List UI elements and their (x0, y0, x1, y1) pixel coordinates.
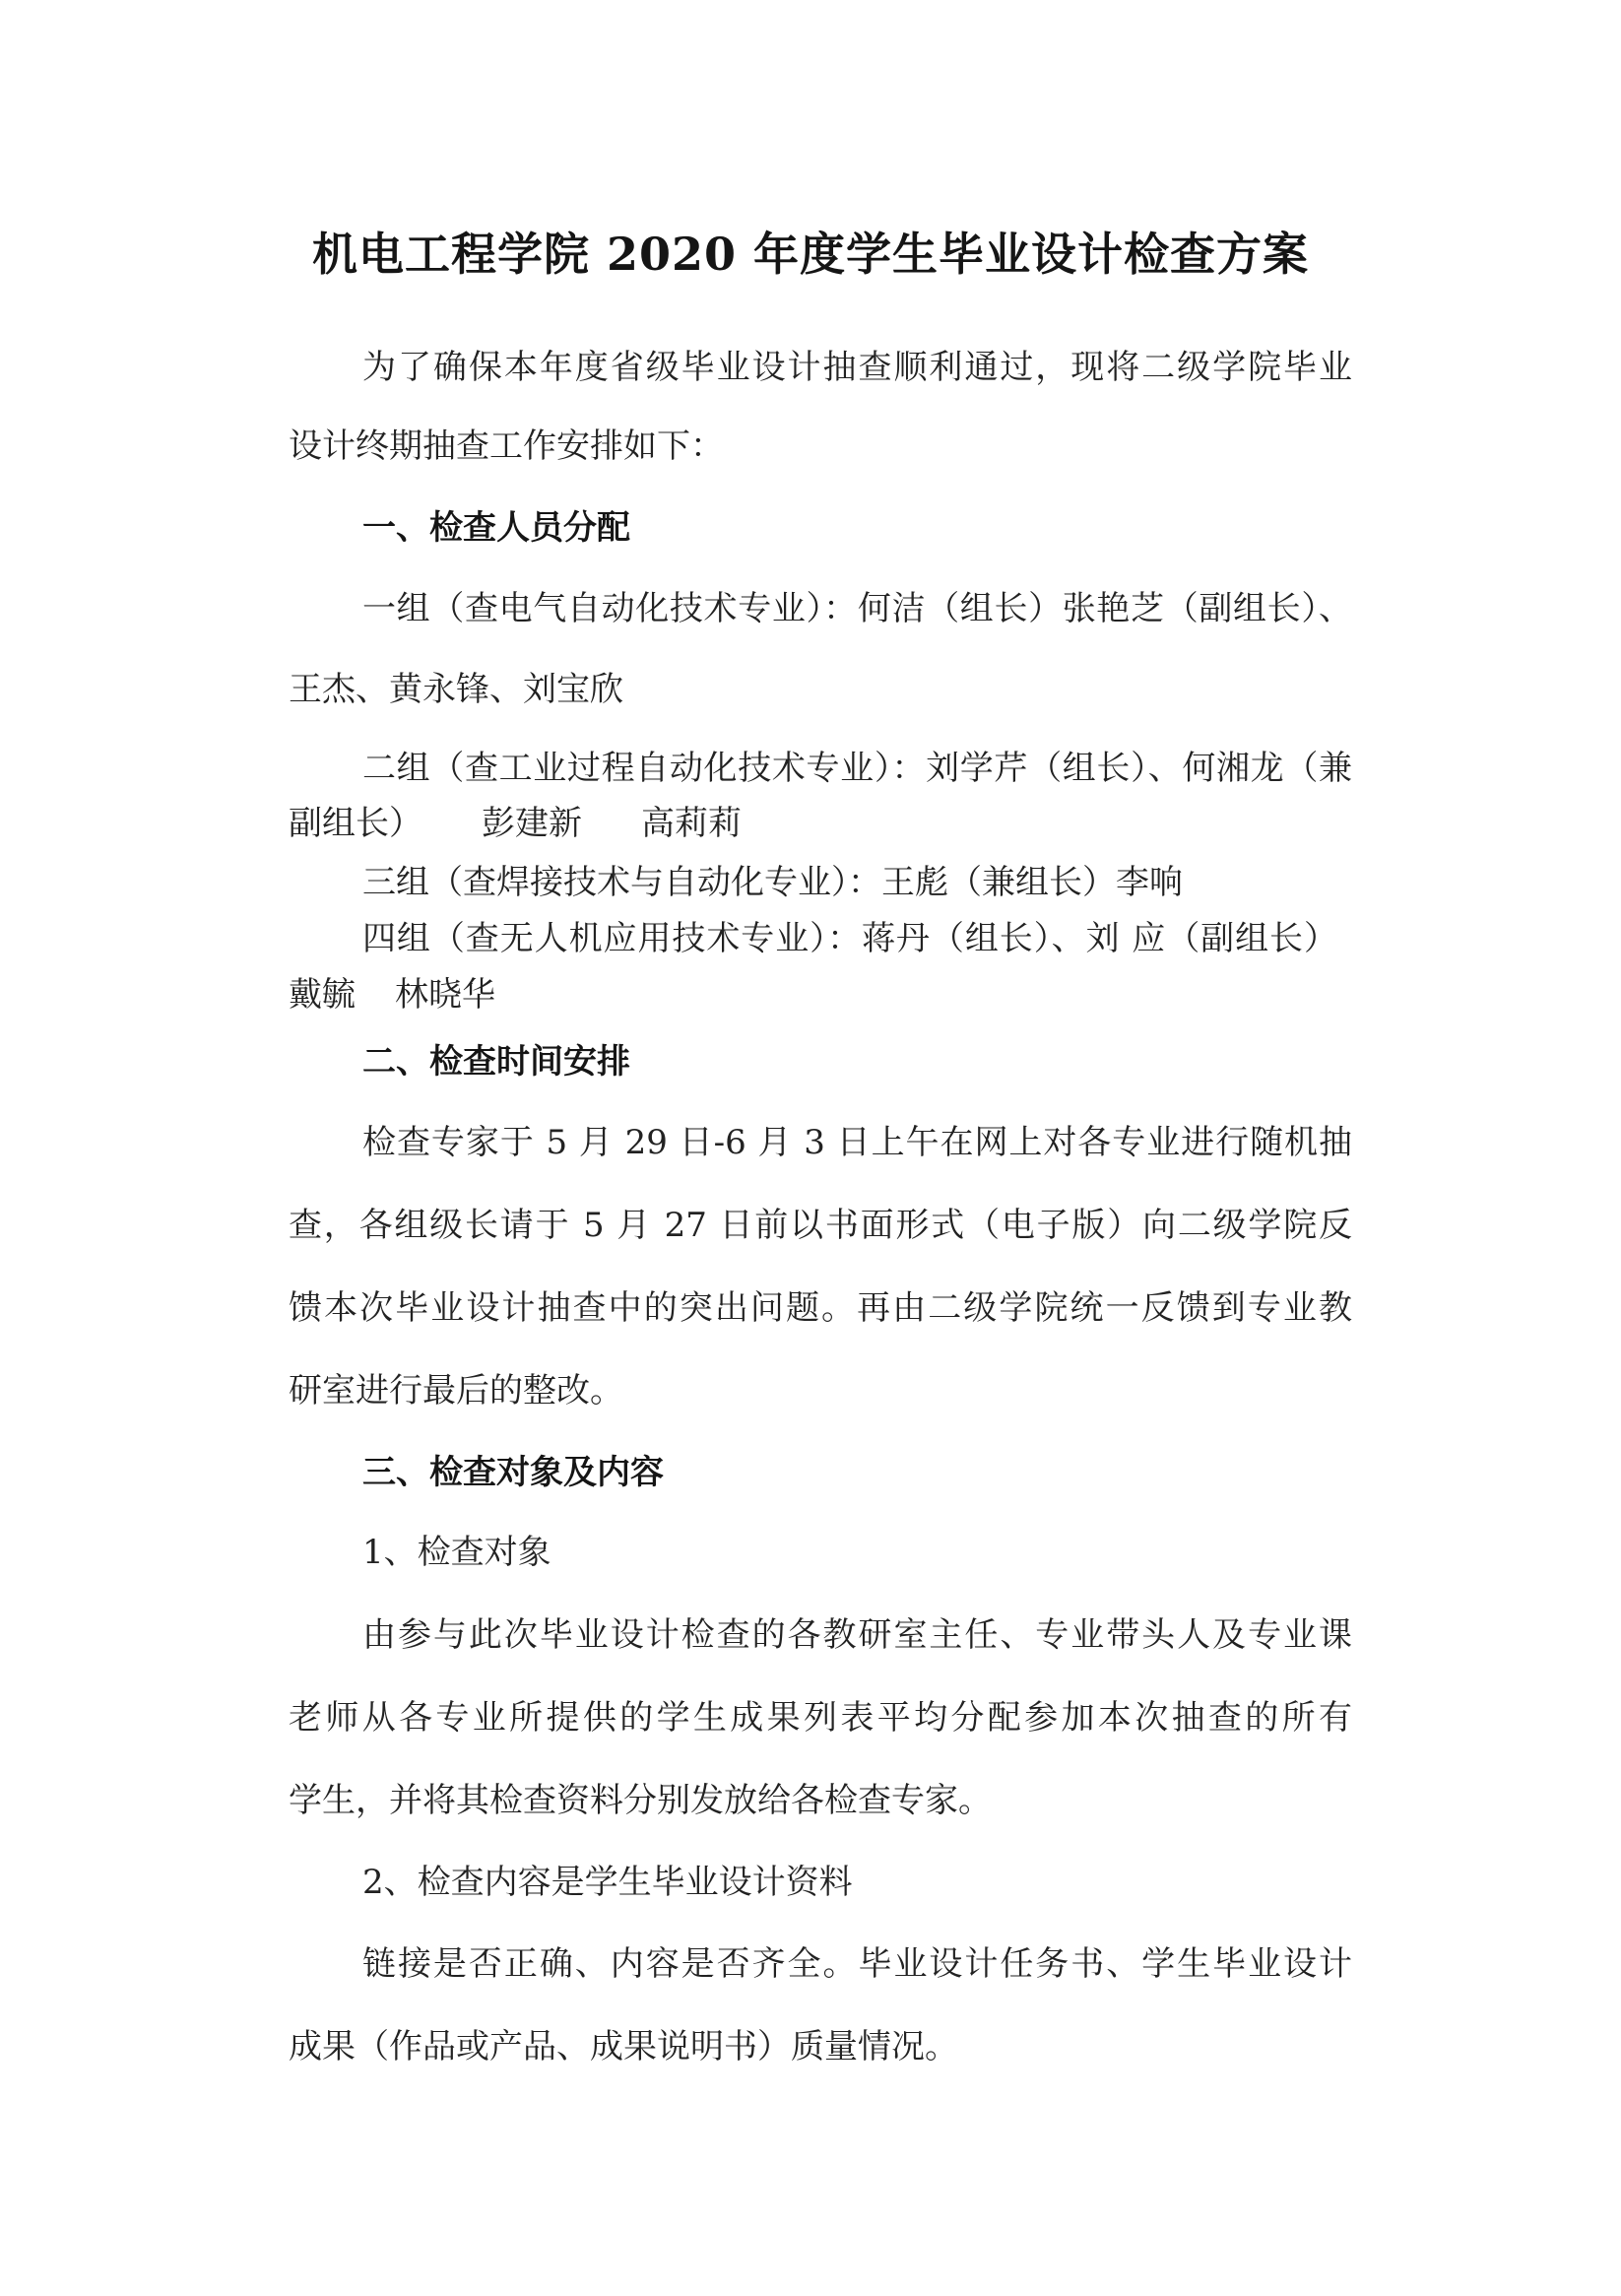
intro-line-1: 为了确保本年度省级毕业设计抽查顺利通过，现将二级学院毕业 (362, 348, 1352, 387)
section3-sub1-heading: 1、检查对象 (362, 1533, 551, 1572)
section3-sub1-line-1: 由参与此次毕业设计检查的各教研室主任、专业带头人及专业课 (362, 1615, 1352, 1655)
section3-sub1-line-3: 学生，并将其检查资料分别发放给各检查专家。 (289, 1781, 992, 1820)
section3-sub2-line-2: 成果（作品或产品、成果说明书）质量情况。 (289, 2027, 958, 2066)
section2-line-2: 查，各组级长请于 5 月 27 日前以书面形式（电子版）向二级学院反 (289, 1206, 1352, 1245)
section3-sub2-line-1: 链接是否正确、内容是否齐全。毕业设计任务书、学生毕业设计 (362, 1944, 1352, 1984)
group3-line-1: 三组（查焊接技术与自动化专业）：王彪（兼组长）李响 (362, 863, 1183, 902)
section1-heading: 一、检查人员分配 (362, 508, 630, 548)
group4-line-2-part-a: 戴毓 (289, 975, 356, 1015)
group4-line-1: 四组（查无人机应用技术专业）：蒋丹（组长）、刘 应（副组长） (362, 919, 1337, 958)
section3-sub1-line-2: 老师从各专业所提供的学生成果列表平均分配参加本次抽查的所有 (289, 1698, 1352, 1738)
group2-line-1: 二组（查工业过程自动化技术专业）：刘学芹（组长）、何湘龙（兼 (362, 749, 1352, 788)
section2-line-3: 馈本次毕业设计抽查中的突出问题。再由二级学院统一反馈到专业教 (289, 1288, 1352, 1328)
group2-line-2-part-c: 高莉莉 (641, 804, 742, 843)
group2-line-2-part-b: 彭建新 (482, 804, 582, 843)
group1-line-2: 王杰、黄永锋、刘宝欣 (289, 670, 623, 709)
group1-line-1: 一组（查电气自动化技术专业）：何洁（组长）张艳芝（副组长）、 (362, 589, 1352, 628)
group2-line-2-part-a: 副组长） (289, 804, 422, 843)
section2-line-4: 研室进行最后的整改。 (289, 1371, 623, 1410)
intro-line-2: 设计终期抽查工作安排如下： (289, 426, 724, 466)
section3-heading: 三、检查对象及内容 (362, 1453, 664, 1492)
group4-line-2-part-b: 林晓华 (395, 975, 495, 1015)
group2-line-2 (289, 796, 742, 844)
document-title: 机电工程学院 2020 年度学生毕业设计检查方案 (311, 228, 1310, 281)
group4-line-2 (289, 967, 495, 1016)
section2-line-1: 检查专家于 5 月 29 日-6 月 3 日上午在网上对各专业进行随机抽 (362, 1123, 1352, 1162)
section2-heading: 二、检查时间安排 (362, 1042, 630, 1082)
section3-sub2-heading: 2、检查内容是学生毕业设计资料 (362, 1863, 853, 1902)
